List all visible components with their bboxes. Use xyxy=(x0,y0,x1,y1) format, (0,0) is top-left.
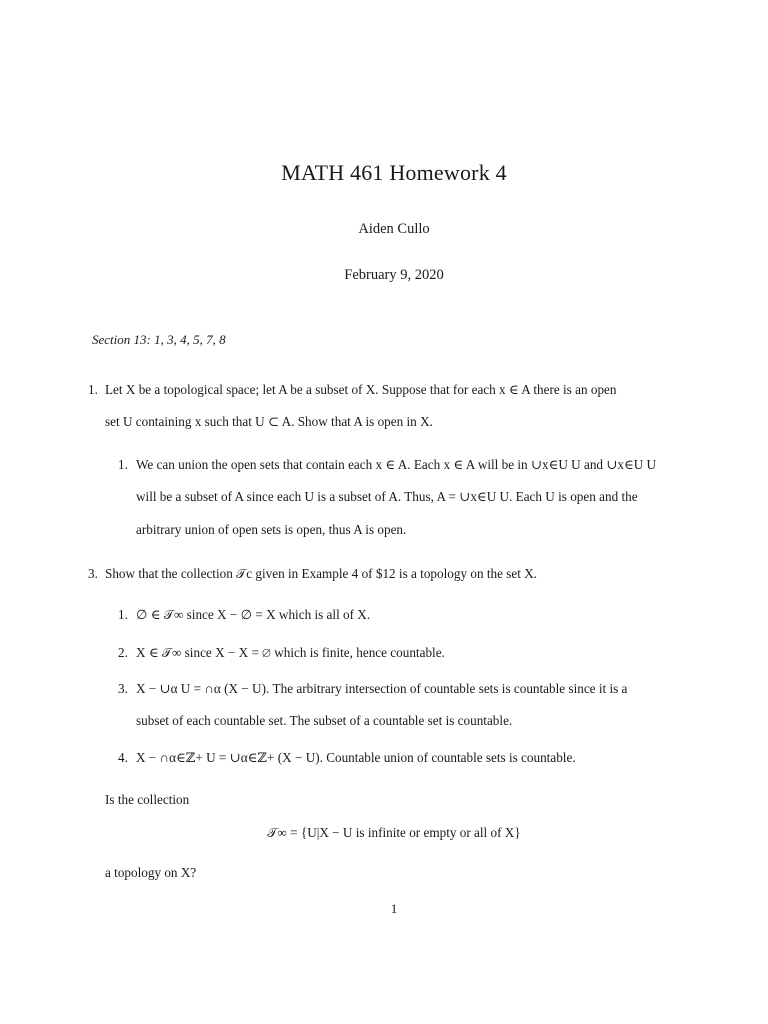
author-name: Aiden Cullo xyxy=(358,221,430,237)
page-number: 1 xyxy=(390,901,398,916)
followup-end: a topology on X? xyxy=(105,865,197,880)
answer-1-number: 1. xyxy=(118,457,128,472)
answer-3-3-number: 3. xyxy=(118,681,128,696)
problem-1-number: 1. xyxy=(88,382,98,397)
problem-1-statement-line2: set U containing x such that U ⊂ A. Show that A is open in X. xyxy=(105,414,433,429)
document-date: February 9, 2020 xyxy=(344,267,444,283)
section-label: Section 13: 1, 3, 4, 5, 7, 8 xyxy=(92,332,226,347)
answer-3-3-line1: X − ∪α U = ∩α (X − U). The arbitrary intersection of countable sets is countable since it is a xyxy=(136,681,628,696)
answer-3-2-line1: X ∈ 𝒯∞ since X − X = ∅ which is finite, hence countable. xyxy=(136,645,445,660)
answer-3-4-line1: X − ∩α∈ℤ+ U = ∪α∈ℤ+ (X − U). Countable union of countable sets is countable. xyxy=(136,750,576,765)
answer-1-line2: will be a subset of A since each U is a subset of A. Thus, A = ∪x∈U U. Each U is open and the xyxy=(136,489,638,504)
answer-3-1-number: 1. xyxy=(118,607,128,622)
problem-1-statement-line1: Let X be a topological space; let A be a subset of X. Suppose that for each x ∈ A there is an open xyxy=(105,382,617,397)
answer-3-4-number: 4. xyxy=(118,750,128,765)
document-title: MATH 461 Homework 4 xyxy=(281,160,507,185)
answer-1-line3: arbitrary union of open sets is open, thus A is open. xyxy=(136,522,407,537)
answer-3-3-line2: subset of each countable set. The subset of a countable set is countable. xyxy=(136,713,513,728)
answer-3-1-line1: ∅ ∈ 𝒯∞ since X − ∅ = X which is all of X. xyxy=(136,607,371,622)
answer-1-line1: We can union the open sets that contain each x ∈ A. Each x ∈ A will be in ∪x∈U U and ∪x∈U U xyxy=(136,457,657,472)
followup-intro: Is the collection xyxy=(105,792,190,807)
problem-3-number: 3. xyxy=(88,566,98,581)
answer-3-2-number: 2. xyxy=(118,645,128,660)
problem-3-statement: Show that the collection 𝒯c given in Example 4 of $12 is a topology on the set X. xyxy=(105,566,538,581)
followup-formula: 𝒯∞ = {U|X − U is infinite or empty or all of X} xyxy=(267,825,521,840)
